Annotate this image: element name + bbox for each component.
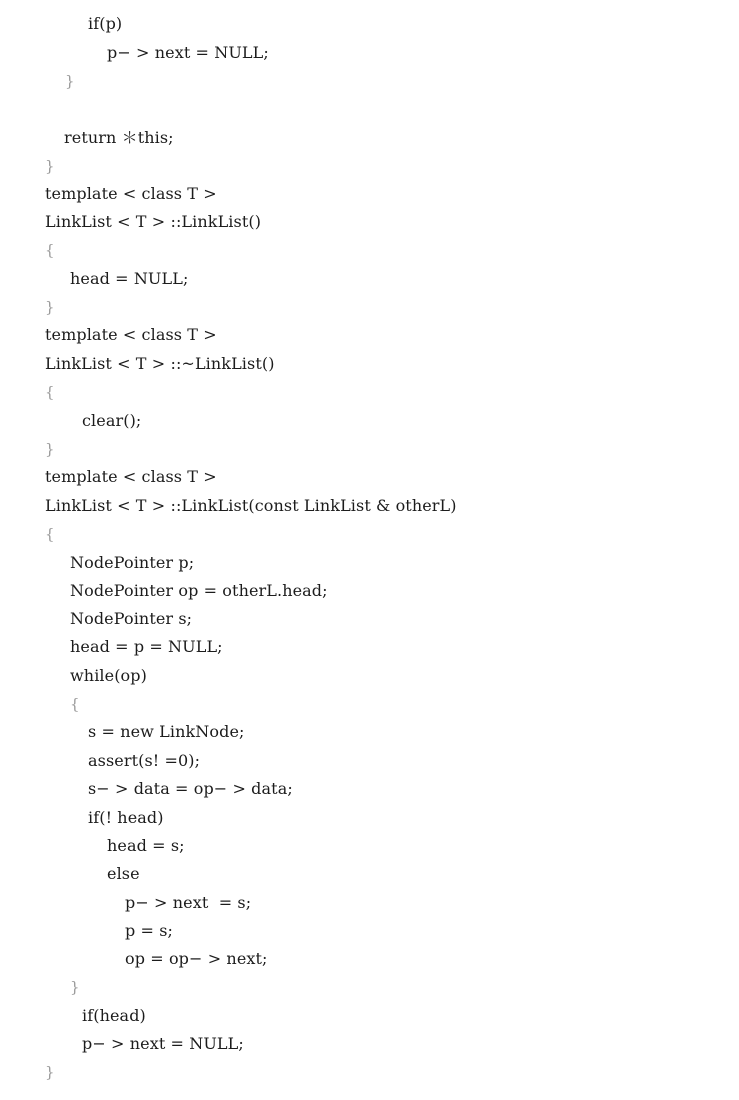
code-line-brace: } <box>70 978 80 996</box>
code-line: while(op) <box>70 666 147 685</box>
code-line-brace: } <box>45 157 55 175</box>
code-line: return ＊this; <box>64 128 174 147</box>
code-line-brace: { <box>45 241 55 259</box>
code-line: template < class T > <box>45 184 217 203</box>
code-line: head = s; <box>107 836 185 855</box>
code-line: if(head) <box>82 1006 146 1025</box>
code-line: LinkList < T > ::~LinkList() <box>45 354 275 373</box>
code-line: p− > next = NULL; <box>107 43 269 62</box>
code-line-brace: } <box>65 72 75 90</box>
code-line-brace: } <box>45 298 55 316</box>
code-line: p− > next = s; <box>125 893 252 912</box>
code-line: p− > next = NULL; <box>82 1034 244 1053</box>
code-line: template < class T > <box>45 467 217 486</box>
code-line-brace: { <box>70 695 80 713</box>
code-line: s = new LinkNode; <box>88 722 245 741</box>
code-line: template < class T > <box>45 325 217 344</box>
code-line: LinkList < T > ::LinkList(const LinkList & otherL) <box>45 496 457 515</box>
code-line: else <box>107 864 140 883</box>
code-line: NodePointer p; <box>70 553 195 572</box>
code-line: head = p = NULL; <box>70 637 223 656</box>
code-line: if(! head) <box>88 808 164 827</box>
code-line-brace: { <box>45 383 55 401</box>
code-line: NodePointer op = otherL.head; <box>70 581 328 600</box>
code-line: head = NULL; <box>70 269 189 288</box>
code-line-brace: { <box>45 525 55 543</box>
code-line: assert(s! =0); <box>88 751 201 770</box>
code-line: LinkList < T > ::LinkList() <box>45 212 262 231</box>
code-line: s− > data = op− > data; <box>88 779 293 798</box>
code-line: if(p) <box>88 14 123 33</box>
code-line: op = op− > next; <box>125 949 268 968</box>
code-line-brace: } <box>45 1063 55 1081</box>
code-line-brace: } <box>45 440 55 458</box>
code-line: p = s; <box>125 921 174 940</box>
code-line: NodePointer s; <box>70 609 193 628</box>
code-line: clear(); <box>82 411 142 430</box>
